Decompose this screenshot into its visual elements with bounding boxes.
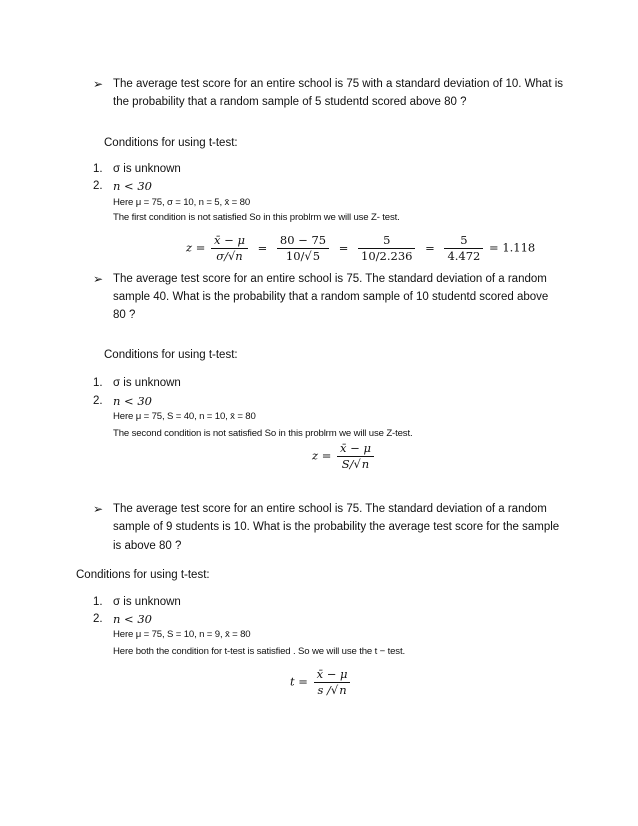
question-line: sample of 9 students is 10. What is the probability the average test score for the sample	[113, 521, 560, 533]
condition-sigma-unknown: σ is unknown	[113, 163, 181, 175]
test-choice-note: Here both the condition for t-test is satisfied . So we will use the t − test.	[113, 646, 405, 657]
fraction-numerator: x̄ − μ	[314, 667, 351, 683]
condition-number: 2.	[93, 180, 103, 192]
condition-sigma-unknown: σ is unknown	[113, 596, 181, 608]
z-formula	[312, 441, 376, 472]
condition-n-less-30: n < 30	[113, 179, 152, 193]
question-line: the probability that a random sample of 5 studentd scored above 80 ?	[113, 96, 467, 108]
z-formula: z = $\frac{x̄ - \mu}{\sigma/√n}$ = $\frac{80 - 75}{10/√5}$ = $\frac{5}{10/2.236}$ = $\frac{5}{4.472}$ = 1.118	[186, 233, 536, 263]
fraction	[337, 441, 374, 472]
fraction-numerator: x̄ − μ	[337, 441, 374, 457]
conditions-title: Conditions for using t-test:	[104, 349, 238, 361]
fraction	[444, 233, 483, 264]
conditions-title: Conditions for using t-test:	[104, 137, 238, 149]
question-line: is above 80 ?	[113, 540, 182, 552]
fraction-denominator: σ/√n	[216, 249, 243, 263]
condition-number: 2.	[93, 395, 103, 407]
formula-lhs: t =	[290, 674, 308, 689]
question-line: The average test score for an entire school is 75 with a standard deviation of 10. What is	[113, 78, 564, 90]
formula-lhs: z =	[312, 448, 332, 463]
condition-number: 1.	[93, 163, 103, 175]
test-choice-note: The first condition is not satisfied So in this problrm we will use Z- test.	[113, 212, 400, 223]
condition-number: 2.	[93, 613, 103, 625]
arrow-bullet-icon: ➢	[93, 502, 104, 516]
fraction	[358, 233, 415, 264]
fraction-denominator: 4.472	[447, 249, 481, 263]
fraction	[314, 667, 351, 698]
condition-sigma-unknown: σ is unknown	[113, 377, 181, 389]
formula-result: = 1.118	[489, 240, 536, 255]
question-line: The average test score for an entire school is 75. The standard deviation of a random	[113, 273, 547, 285]
fraction-denominator: 10/2.236	[361, 249, 413, 263]
condition-number: 1.	[93, 377, 103, 389]
given-values: Here μ = 75, S = 40, n = 10, x̄ = 80	[113, 411, 256, 422]
fraction-numerator: 80 − 75	[277, 233, 329, 249]
arrow-bullet-icon: ➢	[93, 77, 104, 91]
question-line: The average test score for an entire school is 75. The standard deviation of a random	[113, 503, 547, 515]
given-values: Here μ = 75, σ = 10, n = 5, x̄ = 80	[113, 197, 251, 208]
fraction-denominator: s /√n	[317, 683, 347, 697]
t-formula	[290, 667, 352, 698]
given-values: Here μ = 75, S = 10, n = 9, x̄ = 80	[113, 629, 251, 640]
fraction-denominator: S/√n	[341, 457, 370, 471]
condition-n-less-30: n < 30	[113, 612, 152, 626]
fraction-denominator: 10/√5	[285, 249, 321, 263]
test-choice-note: The second condition is not satisfied So in this problrm we will use Z-test.	[113, 428, 413, 439]
fraction	[277, 233, 329, 264]
arrow-bullet-icon: ➢	[93, 272, 104, 286]
condition-n-less-30: n < 30	[113, 394, 152, 408]
condition-number: 1.	[93, 596, 103, 608]
question-line: 80 ?	[113, 309, 136, 321]
fraction	[211, 233, 248, 264]
question-line: sample 40. What is the probability that a random sample of 10 studentd scored above	[113, 291, 549, 303]
fraction-numerator: 5	[358, 233, 415, 249]
conditions-title: Conditions for using t-test:	[76, 569, 210, 581]
fraction-numerator: x̄ − μ	[211, 233, 248, 249]
fraction-numerator: 5	[444, 233, 483, 249]
formula-lhs: z =	[186, 240, 206, 255]
